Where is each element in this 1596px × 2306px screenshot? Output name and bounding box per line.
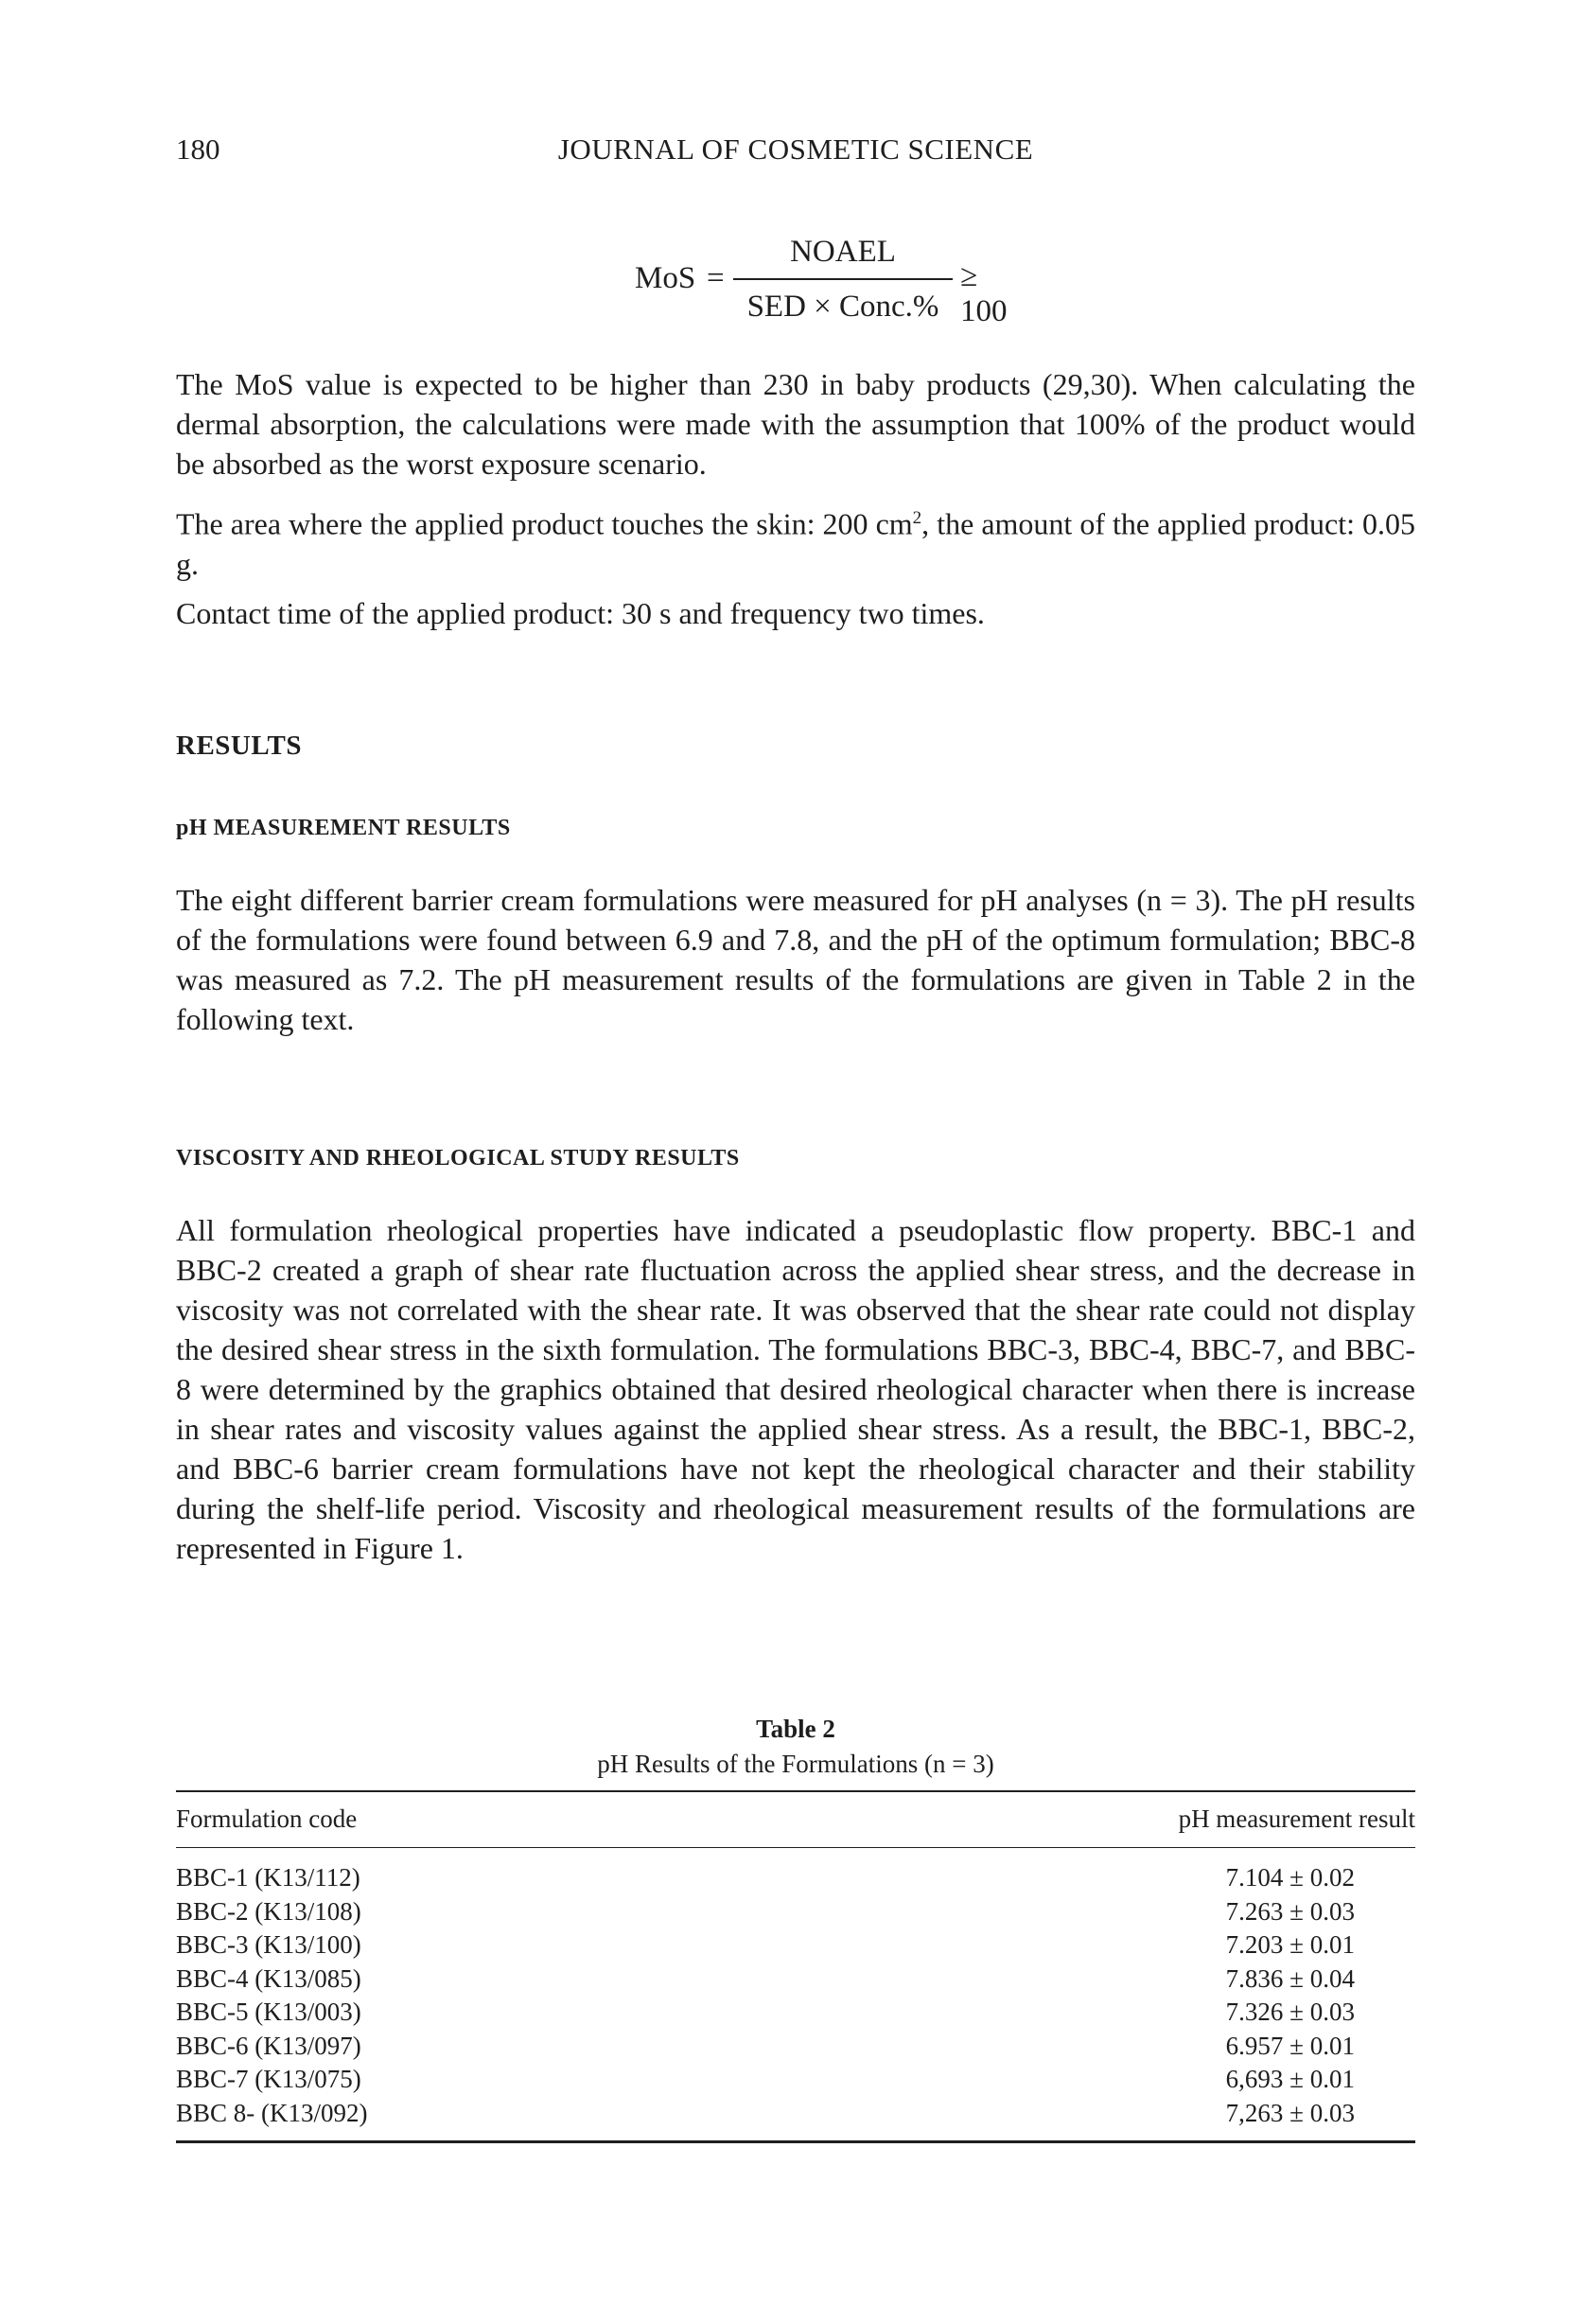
equation-lhs: MoS	[635, 261, 696, 295]
mos-equation	[635, 229, 1013, 333]
ph-value: 6,693 ± 0.01	[1225, 2065, 1355, 2093]
equation-rhs: ≥ 100	[960, 259, 1008, 328]
page	[176, 0, 1415, 2306]
table-row	[176, 1928, 1415, 1963]
application-area-paragraph	[176, 499, 1415, 584]
running-header	[176, 132, 1415, 170]
table-row	[176, 2030, 1415, 2064]
ph-value: 7.203 ± 0.01	[1225, 1930, 1355, 1959]
table-top-rule	[176, 1790, 1415, 1792]
viscosity-results-heading: VISCOSITY AND RHEOLOGICAL STUDY RESULTS	[176, 1146, 740, 1171]
ph-results-heading: pH MEASUREMENT RESULTS	[176, 816, 511, 840]
journal-title: JOURNAL OF COSMETIC SCIENCE	[557, 132, 1034, 166]
formulation-code: BBC-3 (K13/100)	[176, 1930, 361, 1959]
formulation-code: BBC 8- (K13/092)	[176, 2098, 368, 2127]
formulation-code: BBC-5 (K13/003)	[176, 1998, 361, 2026]
area-text: The area where the applied product touches the skin: 200 cm	[176, 506, 913, 541]
table-row	[176, 2063, 1415, 2097]
formulation-code: BBC-4 (K13/085)	[176, 1963, 361, 1993]
viscosity-results-paragraph: All formulation rheological properties have indicated a pseudoplastic flow property. BBC-1 and BBC-2 created a graph of shear rate fluctuation across the applied shear stress, and the decrease in viscosity was not correlated with the shear rate. It was observed that the shear rate could not display the desired shear stress in the sixth formulation. The formulations BBC-3, BBC-4, BBC-7, and BBC-8 were determined by the graphics obtained that desired rheological character when there is increase in shear rates and viscosity values against the applied shear stress. As a result, the BBC-1, BBC-2, and BBC-6 barrier cream formulations have not kept the rheological character and their stability during the shelf-life period. Viscosity and rheological measurement results of the formulations are represented in Figure 1.	[176, 1213, 1415, 1565]
area-superscript: 2	[912, 508, 922, 528]
formulation-code: BBC-6 (K13/097)	[176, 2031, 361, 2060]
table-row	[176, 1861, 1415, 1895]
equation-equals: =	[707, 261, 725, 295]
formulation-code: BBC-7 (K13/075)	[176, 2065, 361, 2093]
mos-paragraph: The MoS value is expected to be higher than 230 in baby products (29,30). When calculating the dermal absorption, the calculations were made with the assumption that 100% of the product would be absorbed as the worst exposure scenario.	[176, 367, 1415, 481]
equation-fraction	[733, 229, 953, 329]
table-body	[176, 1861, 1415, 2130]
table-bottom-rule	[176, 2140, 1415, 2143]
ph-value: 7.836 ± 0.04	[1225, 1963, 1355, 1993]
ph-value: 7.104 ± 0.02	[1225, 1863, 1355, 1892]
fraction-bar	[733, 278, 953, 280]
amount-text: , the amount of the applied product: 0.05 g.	[176, 506, 1416, 581]
table-row	[176, 2097, 1415, 2131]
table-row	[176, 1895, 1415, 1929]
contact-time-paragraph: Contact time of the applied product: 30 s and frequency two times.	[176, 596, 985, 630]
ph-results-paragraph: The eight different barrier cream formulations were measured for pH analyses (n = 3). The pH results of the formulations were found between 6.9 and 7.8, and the pH of the optimum formulation; BBC-8 was measured as 7.2. The pH measurement results of the formulations are given in Table 2 in the following text.	[176, 883, 1415, 1036]
equation-numerator: NOAEL	[790, 235, 896, 269]
ph-value: 7.326 ± 0.03	[1225, 1998, 1355, 2026]
table-row	[176, 1996, 1415, 2030]
table-row	[176, 1963, 1415, 1997]
table-caption: pH Results of the Formulations (n = 3)	[597, 1750, 994, 1778]
ph-value: 6.957 ± 0.01	[1225, 2031, 1355, 2060]
formulation-code: BBC-1 (K13/112)	[176, 1863, 360, 1892]
column-header-ph: pH measurement result	[1178, 1804, 1415, 1833]
column-header-code: Formulation code	[176, 1804, 358, 1833]
ph-value: 7.263 ± 0.03	[1225, 1896, 1355, 1926]
equation-denominator: SED × Conc.%	[746, 290, 939, 324]
page-number: 180	[176, 132, 220, 166]
formulation-code: BBC-2 (K13/108)	[176, 1896, 361, 1926]
ph-value: 7,263 ± 0.03	[1225, 2098, 1355, 2127]
table-label: Table 2	[756, 1715, 835, 1743]
table-header-rule	[176, 1847, 1415, 1848]
results-heading: RESULTS	[176, 731, 303, 761]
